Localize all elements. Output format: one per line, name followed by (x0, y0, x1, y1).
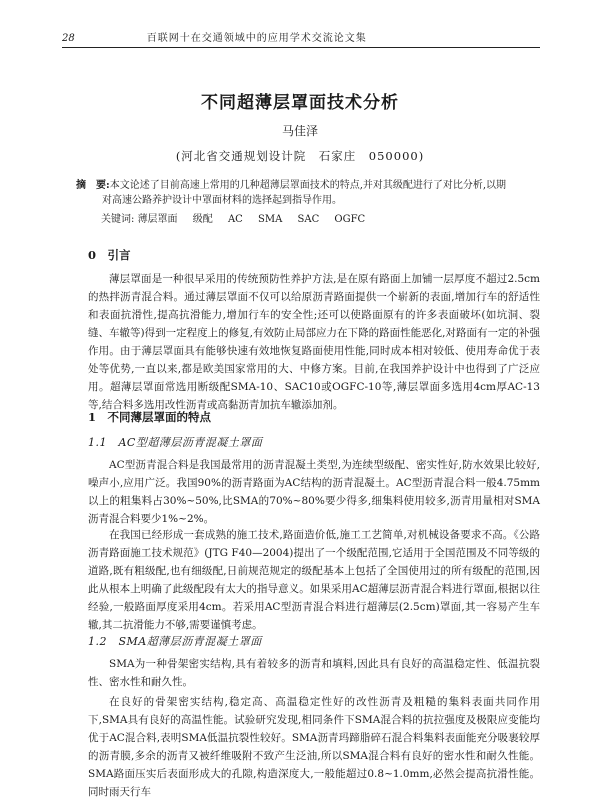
abstract (76, 178, 544, 208)
intro-paragraph: 薄层罩面是一种很早采用的传统预防性养护方法,是在原有路面上加铺一层厚度不超过2.5cm的热拌沥青混合料。通过薄层罩面不仅可以给原沥青路面提供一个崭新的表面,增加行车的舒适性和表面抗滑性,提高抗滑能力,增加行车的安全性;还可以使路面原有的许多表面破坏(如坑洞、裂缝、车辙等)得到一定程度上的修复,有效防止局部应力在下降的路面性能恶化,对路面有一定的补强作用。由于薄层罩面具有能够快速有效地恢复路面使用性能,同时成本相对较低、使用寿命优于表处等优势,一直以来,都是欧美国家常用的大、中修方案。目前,在我国养护设计中也得到了广泛应用。超薄层罩面常选用断级配SMA-10、SAC10或OGFC-10等,薄层罩面多选用4cm厚AC-13等,结合料多选用改性沥青或高黏沥青加抗车辙添加剂。 (88, 273, 540, 411)
paragraph-1-1-a: AC型沥青混合料是我国最常用的沥青混凝土类型,为连续型级配、密实性好,防水效果比较好,噪声小,应用广泛。我国90%的沥青路面为AC结构的沥青混凝土。AC型沥青混合料一般4.75mm以上的粗集料占30%~50%,比SMA的70%~80%要少得多,细集料使用较多,沥青用量相对SMA沥青混合料要少1%~2%。 (88, 459, 540, 525)
section-heading-1: 1 不同薄层罩面的特点 (88, 410, 212, 424)
keyword: OGFC (334, 214, 366, 225)
paper-author: 马佳泽 (281, 124, 318, 138)
abstract-text-2: 对高速公路养护设计中罩面材料的选择起到指导作用。 (102, 195, 342, 206)
keyword: 级配 (192, 214, 213, 225)
keyword: SAC (297, 214, 320, 225)
paragraph-1-1-b: 在我国已经形成一套成熟的施工技术,路面造价低,施工工艺简单,对机械设备要求不高。《公路沥青路面施工技术规范》(JTG F40—2004)提出了一个级配范围,它适用于全国范围及不同等级的道路,既有粗级配,也有细级配,日前规范规定的级配基本上包括了全国使用过的所有级配的范围,因此从根本上明确了此级配段有太大的指导意义。如果采用AC超薄层沥青混合料进行罩面,根据以往经验,一般路面厚度采用4cm。若采用AC型沥青混合料进行超薄层(2.5cm)罩面,其一容易产生车辙,其二抗滑能力不够,需要谨慎考虑。 (88, 529, 540, 631)
keywords (101, 210, 541, 225)
subsection-heading-1-2: 1.2 SMA超薄层沥青混凝土罩面 (88, 635, 262, 648)
paragraph-1-2-a: SMA为一种骨架密实结构,具有着较多的沥青和填料,因此具有良好的高温稳定性、低温抗裂性、密水性和耐久性。 (88, 658, 540, 688)
paper-affiliation: (河北省交通规划设计院 石家庄 050000) (175, 149, 425, 163)
keyword: SMA (258, 214, 283, 225)
paragraph-1-2-b: 在良好的骨架密实结构,稳定高、高温稳定性好的改性沥青及粗糙的集料表面共同作用下,SMA具有良好的高温性能。试验研究发现,相同条件下SMA混合料的抗拉强度及极限应变能均优于AC混合料,表明SMA低温抗裂性较好。SMA沥青玛蹄脂碎石混合料集料表面能充分吸裹较厚的沥青膜,多余的沥青又被纤维吸附不致产生泛油,所以SMA混合料有良好的密水性和耐久性能。SMA路面压实后表面形成大的孔隙,构造深度大,一般能超过0.8~1.0mm,必然会提高抗滑性能。同时雨天行车 (88, 696, 540, 798)
page-number: 28 (62, 33, 75, 44)
running-header (62, 26, 540, 48)
subsection-heading-1-1: 1.1 AC型超薄层沥青混凝土罩面 (88, 436, 263, 449)
abstract-label: 摘 要: (76, 180, 110, 191)
abstract-line-1 (76, 178, 544, 193)
abstract-text-1: 本文论述了目前高速上常用的几种超薄层罩面技术的特点,并对其级配进行了对比分析,以期 (109, 180, 507, 191)
paper-title: 不同超薄层罩面技术分析 (201, 93, 399, 113)
running-title: 百联网十在交通领域中的应用学术交流论文集 (146, 33, 367, 44)
keyword: AC (227, 214, 243, 225)
keywords-label: 关键词: (101, 214, 135, 225)
section-heading-intro: 0 引言 (88, 248, 131, 262)
keyword: 薄层罩面 (137, 214, 178, 225)
